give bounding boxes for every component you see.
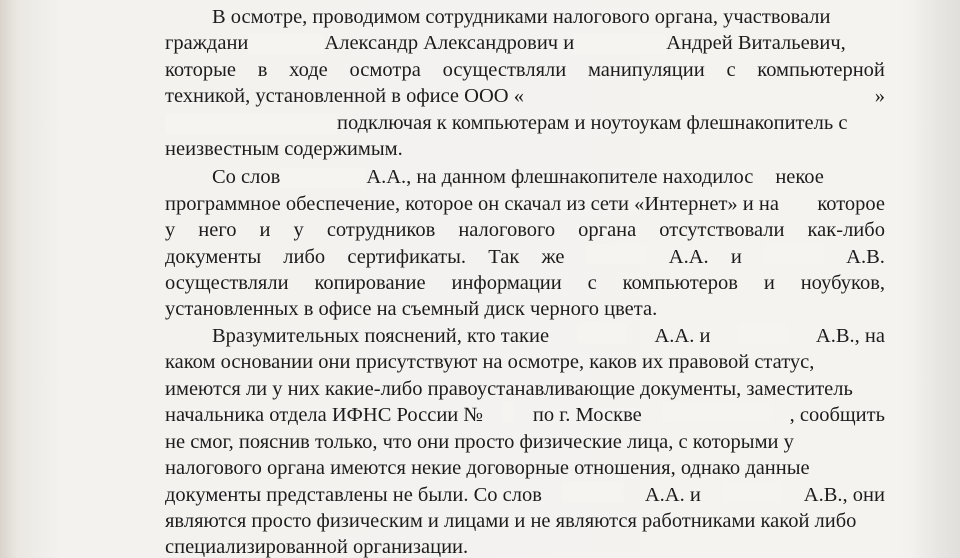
text-fragment: А.В. bbox=[846, 246, 885, 268]
text-fragment: В осмотре, проводимом сотрудниками налогового органа, участвовали bbox=[212, 6, 831, 28]
text-fragment: некое bbox=[775, 166, 824, 188]
text-line bbox=[165, 136, 885, 162]
text-fragment: граждани bbox=[165, 32, 249, 54]
redaction bbox=[502, 402, 514, 422]
text-line bbox=[165, 402, 885, 428]
redaction bbox=[587, 244, 647, 264]
text-fragment: Александр Александрович и bbox=[324, 32, 575, 54]
redaction bbox=[574, 34, 666, 54]
text-fragment: отсутствовали bbox=[659, 219, 785, 241]
text-fragment: имеются ли у них какие-либо правоустанавливающие документы, заместитель bbox=[165, 378, 853, 400]
text-line bbox=[165, 191, 885, 217]
text-fragment: документы bbox=[165, 246, 262, 268]
text-fragment: Вразумительных пояснений, кто такие bbox=[212, 325, 550, 347]
text-line bbox=[165, 296, 885, 322]
text-line bbox=[165, 57, 885, 83]
text-fragment: налогового органа имеются некие договорные отношения, однако данные bbox=[165, 457, 810, 479]
text-line bbox=[212, 164, 885, 190]
text-fragment: компьютеров bbox=[622, 272, 738, 294]
text-fragment: неизвестным содержимым. bbox=[165, 138, 403, 160]
text-fragment: Со слов bbox=[212, 166, 281, 188]
text-fragment: копирование bbox=[314, 272, 426, 294]
text-fragment: и bbox=[259, 219, 271, 241]
redaction bbox=[248, 34, 324, 54]
text-line bbox=[165, 110, 885, 136]
text-fragment: компьютерной bbox=[757, 59, 885, 81]
text-fragment: программное обеспечение, которое он скачал из сети «Интернет» и на bbox=[165, 193, 779, 215]
text-fragment: как bbox=[807, 219, 837, 241]
text-line bbox=[165, 270, 885, 296]
text-line bbox=[165, 30, 885, 56]
text-fragment: и bbox=[730, 246, 742, 268]
text-fragment: Андрей Витальевич, bbox=[666, 32, 846, 54]
text-line bbox=[165, 217, 885, 243]
text-fragment: являются просто физическим и лицами и не являются работниками какой либо bbox=[165, 510, 857, 532]
text-line bbox=[165, 376, 885, 402]
text-fragment: А.В., на bbox=[815, 325, 885, 347]
text-fragment: информации bbox=[451, 272, 562, 294]
text-fragment: ходе bbox=[289, 59, 328, 81]
text-fragment: осмотра bbox=[349, 59, 421, 81]
text-fragment: либо bbox=[283, 246, 326, 268]
text-fragment: по г. Москве bbox=[532, 404, 642, 426]
text-fragment: налогового bbox=[458, 219, 556, 241]
text-fragment: осуществляли bbox=[165, 272, 289, 294]
text-fragment: буков, bbox=[831, 272, 885, 294]
text-fragment: А.А. и bbox=[644, 484, 701, 506]
text-fragment: осуществляли bbox=[442, 59, 567, 81]
text-fragment: техникой, установленной в офисе ООО « bbox=[165, 85, 524, 107]
text-fragment: не смог, пояснив только, что они просто физические лица, с которыми у bbox=[165, 431, 794, 453]
text-line bbox=[165, 429, 885, 455]
redaction bbox=[577, 323, 627, 343]
text-line bbox=[165, 508, 885, 534]
text-fragment: ноу bbox=[800, 272, 832, 294]
redaction bbox=[764, 244, 824, 264]
redaction bbox=[563, 482, 623, 502]
text-fragment: А.А., на данном флешнакопителе находилос bbox=[366, 166, 754, 188]
text-fragment: -либо bbox=[836, 219, 885, 241]
text-line bbox=[165, 455, 885, 481]
redaction bbox=[738, 323, 788, 343]
redaction bbox=[165, 114, 337, 134]
text-fragment: него bbox=[198, 219, 237, 241]
text-line bbox=[165, 244, 885, 270]
text-fragment: сертификаты. bbox=[347, 246, 467, 268]
redaction bbox=[661, 402, 771, 422]
text-fragment: » bbox=[874, 85, 885, 107]
text-fragment: каком основании они присутствуют на осмотре, каков их правовой статус, bbox=[165, 351, 815, 373]
page-shadow bbox=[910, 0, 960, 558]
text-fragment: с bbox=[726, 59, 736, 81]
text-fragment: сотрудников bbox=[326, 219, 436, 241]
redaction bbox=[280, 168, 366, 188]
text-line bbox=[212, 4, 885, 30]
text-line bbox=[165, 482, 885, 508]
text-fragment: установленных в офисе на съемный диск черного цвета. bbox=[165, 298, 658, 320]
text-fragment: и bbox=[763, 272, 775, 294]
text-fragment: А.В., они bbox=[803, 484, 885, 506]
text-fragment: начальника отдела ИФНС России № bbox=[165, 404, 483, 426]
text-fragment: которые bbox=[165, 59, 236, 81]
text-fragment: же bbox=[541, 246, 565, 268]
text-fragment: документы представлены не были. Со слов bbox=[165, 484, 542, 506]
text-fragment: Так bbox=[488, 246, 520, 268]
text-line bbox=[165, 534, 885, 558]
text-fragment: которое bbox=[817, 193, 885, 215]
text-fragment: специализированной организации. bbox=[165, 536, 469, 558]
text-fragment: А.А. и bbox=[654, 325, 711, 347]
text-fragment: в bbox=[257, 59, 268, 81]
text-fragment: у bbox=[165, 219, 176, 241]
text-line bbox=[212, 323, 885, 349]
redaction bbox=[722, 482, 782, 502]
text-fragment: с bbox=[587, 272, 597, 294]
text-fragment: , сообщить bbox=[789, 404, 885, 426]
text-fragment: манипуляции bbox=[587, 59, 705, 81]
text-line bbox=[165, 83, 885, 109]
text-fragment: у bbox=[293, 219, 304, 241]
text-fragment: А.А. bbox=[668, 246, 709, 268]
text-line bbox=[165, 349, 885, 375]
text-fragment: подключая к компьютерам и ноутоукам флешнакопитель с bbox=[337, 112, 848, 134]
text-fragment: органа bbox=[578, 219, 637, 241]
